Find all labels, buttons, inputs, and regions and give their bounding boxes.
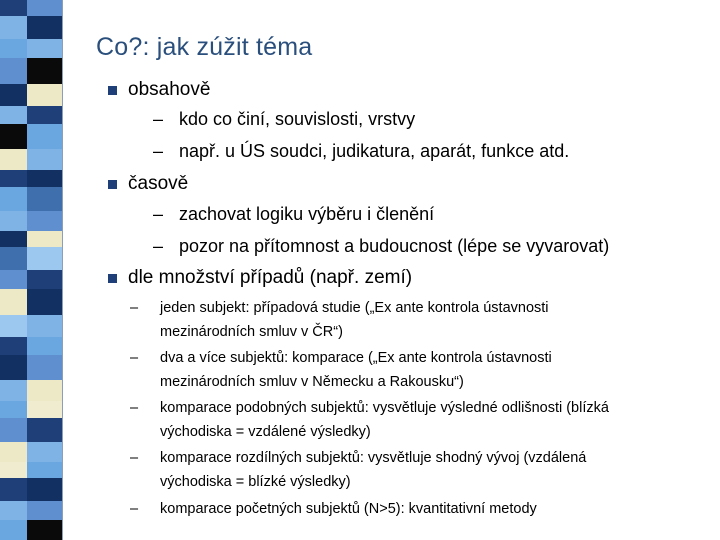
dash-bullet: – <box>153 109 164 129</box>
square-bullet-icon <box>108 180 117 189</box>
bullet-item-content: dle množství případů (např. zemí) <box>128 267 413 288</box>
sub-bullet-text-line: komparace rozdílných subjektů: vysvětluje shodný vývoj (vzdálená <box>160 450 587 466</box>
dash-bullet: – <box>130 300 139 316</box>
sub-bullet-text-line: komparace podobných subjektů: vysvětluje výsledné odlišnosti (blízká <box>160 400 609 416</box>
dash-bullet: – <box>130 350 139 366</box>
sub-bullet-text-line: komparace početných subjektů (N>5): kvantitativní metody <box>160 501 537 517</box>
sub-bullet-text-line: jeden subjekt: případová studie („Ex ante kontrola ústavnosti <box>160 300 549 316</box>
sub-bullet-text: např. u ÚS soudci, judikatura, aparát, funkce atd. <box>179 141 570 161</box>
dash-bullet: – <box>153 204 164 224</box>
sub-bullet-text-line: mezinárodních smluv v Německu a Rakousku“) <box>160 374 464 390</box>
sub-bullet-text-line: dva a více subjektů: komparace („Ex ante kontrola ústavnosti <box>160 350 552 366</box>
square-bullet-icon <box>108 274 117 283</box>
sub-bullet-text-line: východiska = blízké výsledky) <box>160 474 351 490</box>
sub-bullet-text: kdo co činí, souvislosti, vrstvy <box>179 109 416 129</box>
square-bullet-icon <box>108 86 117 95</box>
dash-bullet: – <box>130 400 139 416</box>
dash-bullet: – <box>130 501 139 517</box>
bullet-item-content: časově <box>128 173 189 194</box>
dash-bullet: – <box>153 141 164 161</box>
slide-title: Co?: jak zúžit téma <box>96 33 313 61</box>
sub-bullet-text: pozor na přítomnost a budoucnost (lépe se vyvarovat) <box>179 236 610 256</box>
decorative-color-stripe <box>0 0 63 540</box>
dash-bullet: – <box>153 236 164 256</box>
sub-bullet-text: zachovat logiku výběru i členění <box>179 204 435 224</box>
bullet-item-content: obsahově <box>128 79 211 100</box>
sub-bullet-text-line: mezinárodních smluv v ČR“) <box>160 324 343 340</box>
dash-bullet: – <box>130 450 139 466</box>
sub-bullet-text-line: východiska = vzdálené výsledky) <box>160 424 371 440</box>
